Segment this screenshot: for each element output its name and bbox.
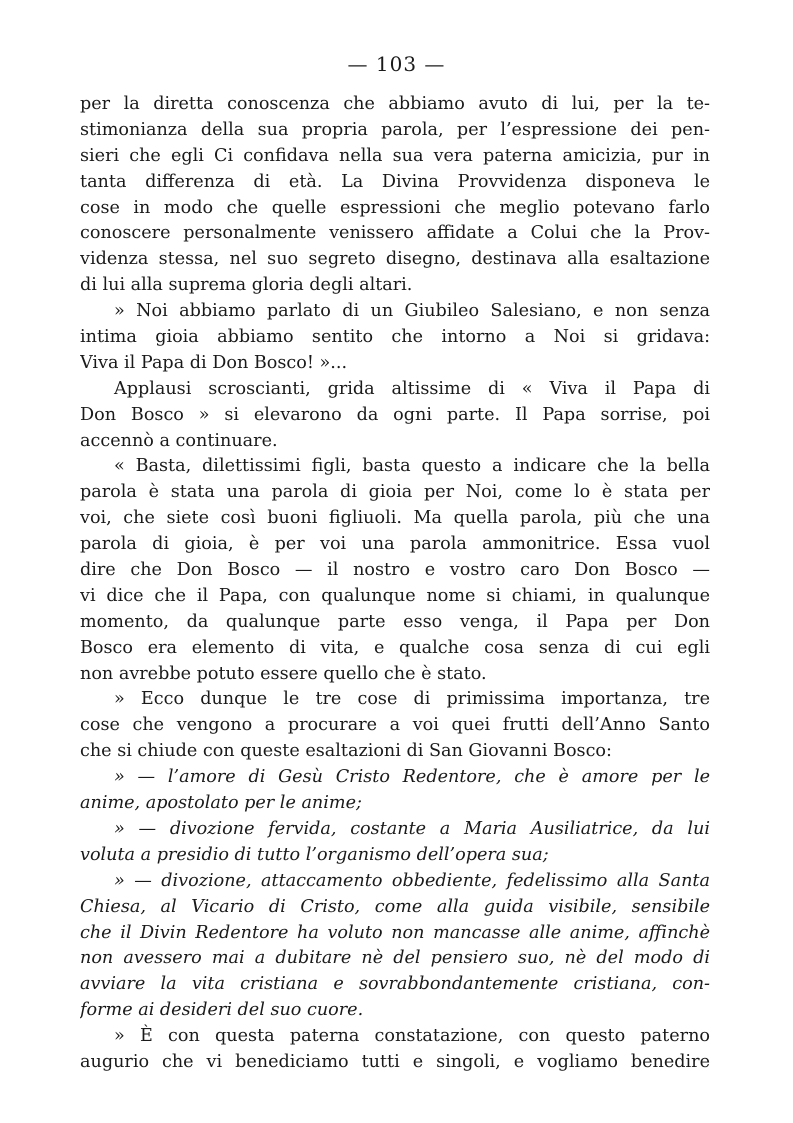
text-line: parola è stata una parola di gioia per Noi, come lo è stata per bbox=[80, 482, 710, 503]
text-line: parola di gioia, è per voi una parola ammonitrice. Essa vuol bbox=[80, 534, 710, 555]
text-line: augurio che vi benediciamo tutti e singoli, e vogliamo benedire bbox=[80, 1051, 710, 1072]
body-text bbox=[80, 92, 710, 1076]
text-line: conoscere personalmente venissero affidate a Colui che la Prov- bbox=[80, 223, 710, 244]
text-line: Chiesa, al Vicario di Cristo, come alla guida visibile, sensibile bbox=[80, 896, 710, 917]
text-line: cose in modo che quelle espressioni che meglio potevano farlo bbox=[80, 197, 710, 218]
text-line: » Ecco dunque le tre cose di primissima importanza, tre bbox=[114, 689, 710, 710]
text-line: vi dice che il Papa, con qualunque nome si chiami, in qualunque bbox=[80, 585, 710, 606]
text-line: anime, apostolato per le anime; bbox=[80, 793, 362, 814]
text-line: di lui alla suprema gloria degli altari. bbox=[80, 275, 413, 296]
text-line: non avessero mai a dubitare nè del pensiero suo, nè del modo di bbox=[80, 948, 710, 969]
text-line: » — l’amore di Gesù Cristo Redentore, che è amore per le bbox=[114, 767, 710, 788]
text-line: momento, da qualunque parte esso venga, il Papa per Don bbox=[80, 611, 710, 632]
text-line: « Basta, dilettissimi figli, basta questo a indicare che la bella bbox=[114, 456, 710, 477]
text-line: voi, che siete così buoni figliuoli. Ma quella parola, più che una bbox=[80, 508, 710, 529]
text-line: che il Divin Redentore ha voluto non mancasse alle anime, affinchè bbox=[80, 922, 710, 943]
text-line: forme ai desideri del suo cuore. bbox=[80, 1000, 364, 1021]
text-line: Bosco era elemento di vita, e qualche cosa senza di cui egli bbox=[80, 637, 710, 658]
text-line: » È con questa paterna constatazione, con questo paterno bbox=[114, 1026, 710, 1047]
text-line: accennò a continuare. bbox=[80, 430, 278, 451]
text-line: sieri che egli Ci confidava nella sua vera paterna amicizia, pur in bbox=[80, 145, 710, 166]
text-line: che si chiude con queste esaltazioni di San Giovanni Bosco: bbox=[80, 741, 612, 762]
text-line: videnza stessa, nel suo segreto disegno, destinava alla esaltazione bbox=[80, 249, 710, 270]
text-line: stimonianza della sua propria parola, per l’espressione dei pen- bbox=[80, 119, 710, 140]
text-line: Applausi scroscianti, grida altissime di « Viva il Papa di bbox=[114, 378, 710, 399]
text-line: Viva il Papa di Don Bosco! »... bbox=[80, 352, 348, 373]
text-line: dire che Don Bosco — il nostro e vostro caro Don Bosco — bbox=[80, 560, 710, 581]
text-line: per la diretta conoscenza che abbiamo avuto di lui, per la te- bbox=[80, 94, 710, 114]
text-line: intima gioia abbiamo sentito che intorno a Noi si gridava: bbox=[80, 327, 710, 348]
text-line: voluta a presidio di tutto l’organismo dell’opera sua; bbox=[80, 844, 549, 865]
text-line: cose che vengono a procurare a voi quei frutti dell’Anno Santo bbox=[80, 715, 710, 736]
text-line: » — divozione, attaccamento obbediente, fedelissimo alla Santa bbox=[114, 870, 710, 891]
text-line: non avrebbe potuto essere quello che è stato. bbox=[80, 663, 487, 684]
text-line: Don Bosco » si elevarono da ogni parte. Il Papa sorrise, poi bbox=[80, 404, 710, 425]
text-line: » — divozione fervida, costante a Maria Ausiliatrice, da lui bbox=[114, 818, 710, 839]
text-line: tanta differenza di età. La Divina Provvidenza disponeva le bbox=[80, 171, 710, 192]
text-line: » Noi abbiamo parlato di un Giubileo Salesiano, e non senza bbox=[114, 301, 710, 322]
page-number: — 103 — bbox=[347, 52, 446, 76]
text-line: avviare la vita cristiana e sovrabbondantemente cristiana, con- bbox=[80, 974, 710, 995]
